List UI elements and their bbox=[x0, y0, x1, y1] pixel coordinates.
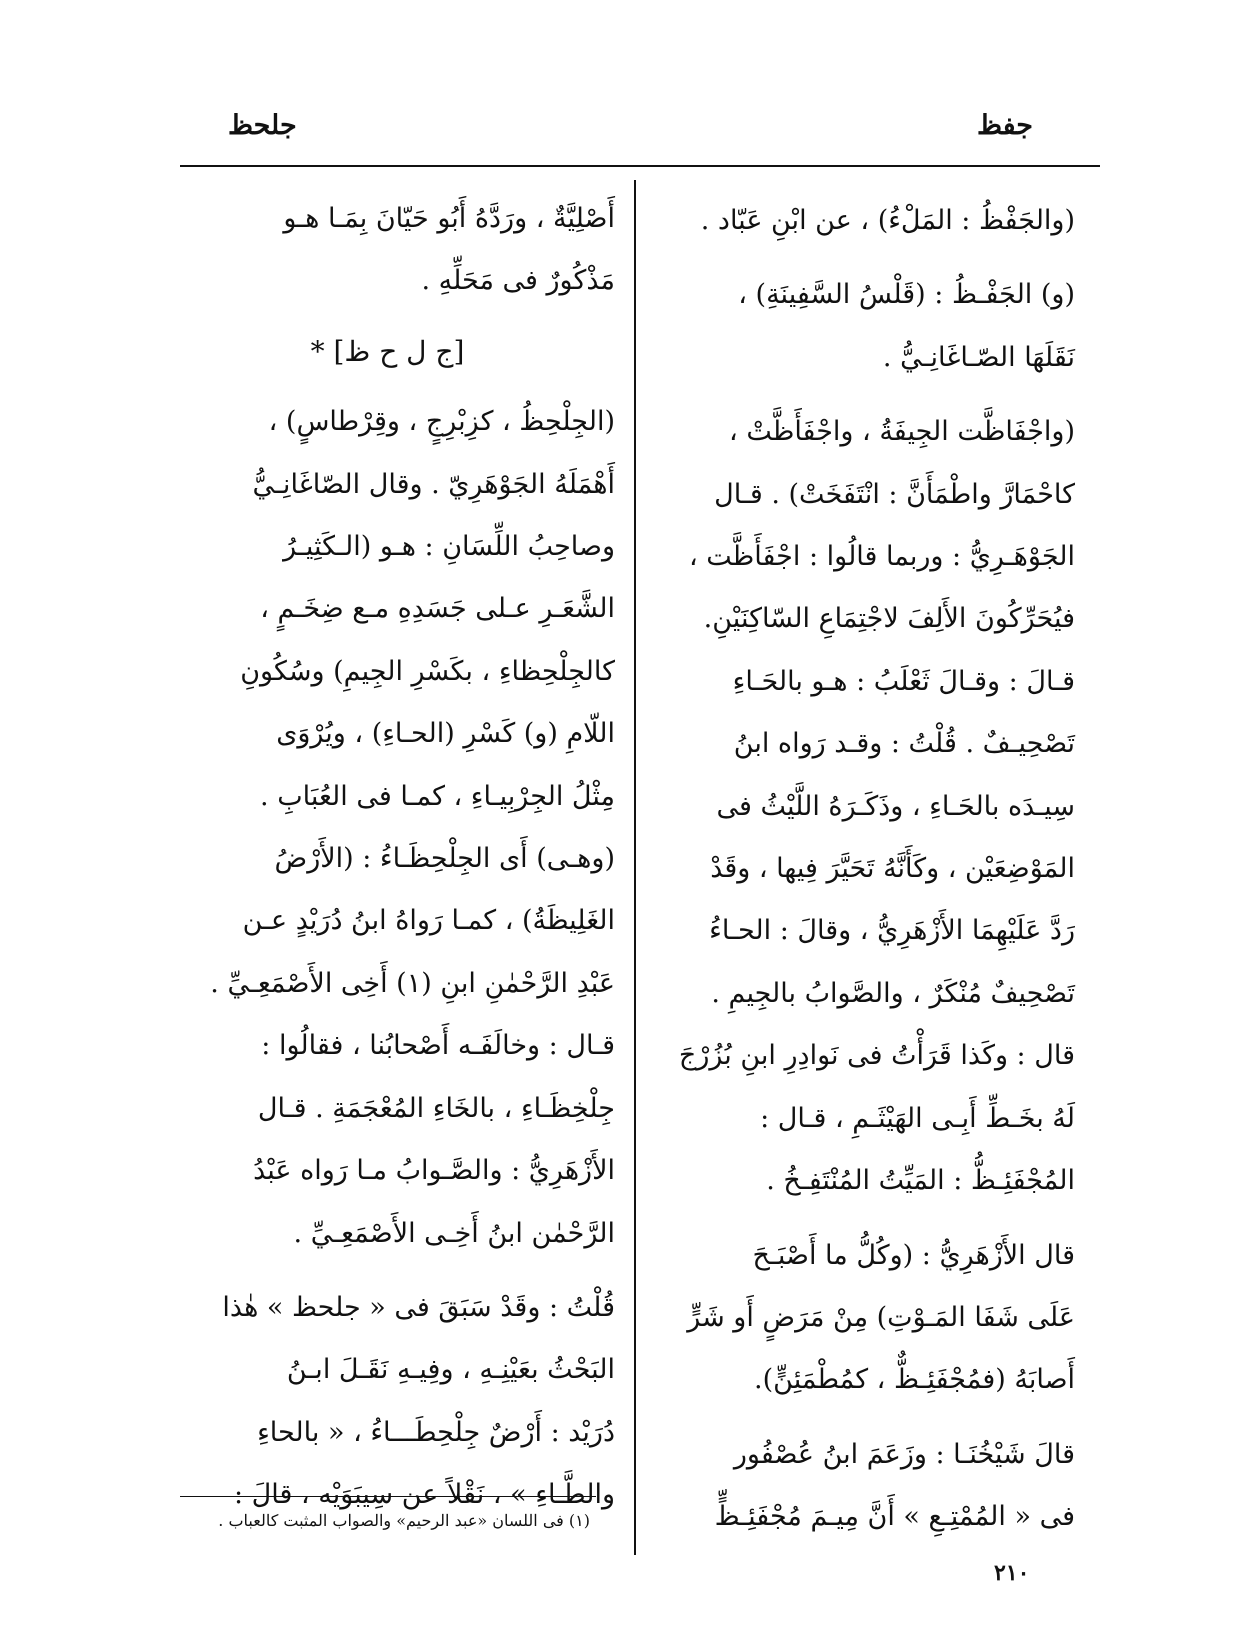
text-line: قـالَ : وقـالَ ثَعْلَبُ : هـو بالحَـاءِ bbox=[732, 665, 1075, 697]
text-line: أَصابَهُ (فمُجْفَئِـظٌّ ، كمُطْمَئِنٍّ). bbox=[754, 1364, 1075, 1396]
text-line: وصاحِبُ اللِّسَانِ : هـو (الـكَثِيـرُ bbox=[283, 531, 615, 563]
right-column bbox=[650, 190, 1075, 1549]
text-line: الجَوْهَـرِيُّ : وربما قالُوا : اجْفَأَظَّت ، bbox=[688, 541, 1075, 573]
section-heading: [ج ل ح ظ] * bbox=[310, 334, 465, 368]
text-line: قـال : وخالَفَـه أَصْحابُنا ، فقالُوا : bbox=[261, 1030, 615, 1062]
text-line: جِلْخِظَـاءِ ، بالخَاءِ المُعْجَمَةِ . قـال bbox=[257, 1092, 615, 1124]
text-line: الغَلِيظَةُ) ، كمـا رَواهُ ابنُ دُرَيْدٍ عـن bbox=[242, 905, 615, 937]
text-line: (واجْفَاظَّت الجِيفَةُ ، واجْفَأَظَّتْ ، bbox=[729, 416, 1075, 448]
text-line: (والجَفْظُ : المَلْءُ) ، عن ابْنِ عَبّاد . bbox=[700, 205, 1075, 236]
text-line: اللّامِ (و) كَسْرِ (الحـاءِ) ، ويُرْوَى bbox=[276, 718, 615, 750]
footnote-rule bbox=[180, 1496, 596, 1497]
text-line: الأَزْهَرِيُّ : والصَّـوابُ مـا رَواه عَبْدُ bbox=[253, 1155, 615, 1187]
text-line: الشَّعَـرِ عـلى جَسَدِهِ مـع ضِخَـمٍ ، bbox=[260, 593, 615, 625]
text-line: قال الأَزْهَرِيُّ : (وكُلُّ ما أَصْبَـحَ bbox=[752, 1239, 1075, 1271]
text-line: مِثْلُ الجِرْبِيـاءِ ، كمـا فى العُبَابِ . bbox=[260, 780, 615, 812]
text-line: (وهـى) أَى الجِلْحِظَـاءُ : (الأَرْضُ bbox=[274, 843, 615, 875]
text-line: أَصْلِيَّةٌ ، ورَدَّهُ أَبُو حَيّانَ بِمَـا هـو bbox=[283, 203, 615, 234]
text-line: المُجْفَئِـظُّ : المَيِّتُ المُنْتَفِـخُ . bbox=[766, 1165, 1075, 1197]
text-line: المَوْضِعَيْن ، وكَأَنَّهُ تَحَيَّرَ فِيها ، وقَدْ bbox=[710, 853, 1075, 885]
text-line: قالَ شَيْخُنَـا : وزَعَمَ ابنُ عُصْفُور bbox=[733, 1438, 1075, 1470]
text-line: أَهْمَلَهُ الجَوْهَرِيّ . وقال الصّاغَانِـيُّ bbox=[252, 468, 615, 500]
text-line: عَبْدِ الرَّحْمٰنِ ابنِ (١) أَخِى الأَصْمَعِـيِّ . bbox=[210, 967, 615, 999]
text-line: (الجِلْحِظُ ، كزِبْرِجٍ ، وقِرْطاسٍ) ، bbox=[268, 406, 615, 438]
text-line: مَذْكُورٌ فى مَحَلِّهِ . bbox=[421, 265, 615, 297]
text-line: قال : وكَذا قَرَأْتُ فى نَوادِرِ ابنِ بُزُرْجَ bbox=[678, 1040, 1075, 1072]
text-line: الرَّحْمٰن ابنُ أَخِـى الأَصْمَعِـيِّ . bbox=[293, 1217, 615, 1249]
text-line: قُلْتُ : وقَدْ سَبَقَ فى « جلحظ » هٰذا bbox=[222, 1291, 615, 1323]
text-line: (و) الجَفْـظُ : (قَلْسُ السَّفِينَةِ) ، bbox=[738, 279, 1075, 311]
column-divider bbox=[634, 180, 636, 1555]
text-line: تَصْحِيفٌ مُنْكَرٌ ، والصَّوابُ بالجِيمِ . bbox=[711, 977, 1075, 1009]
text-line: سِيـدَه بالحَـاءِ ، وذَكَـرَهُ اللَّيْثُ فى bbox=[716, 790, 1075, 822]
page-number: ٢١٠ bbox=[994, 1560, 1030, 1586]
text-line: لَهُ بخَـطِّ أَبِـى الهَيْثَـمِ ، قـال : bbox=[760, 1102, 1075, 1134]
text-line: البَحْثُ بعَيْنِـهِ ، وفِيـهِ نَقَـلَ ابـنُ bbox=[286, 1354, 615, 1386]
text-line: رَدَّ عَلَيْهِمَا الأَزْهَرِيُّ ، وقالَ : الحـاءُ bbox=[709, 915, 1075, 947]
footnote: (١) فى اللسان «عبد الرحيم» والصواب المثبت كالعباب . bbox=[218, 1511, 590, 1530]
text-line: كاحْمَارَّ واطْمَأَنَّ : انْتَفَخَتْ) . قـال bbox=[714, 478, 1075, 510]
text-line: كالجِلْحِظاءِ ، بكَسْرِ الجِيمِ) وسُكُونِ bbox=[240, 655, 615, 687]
text-line: والطَّـاءِ » ، نَقْلاً عن سِيبَوَيْه ، قالَ : bbox=[233, 1479, 615, 1511]
text-line: فى « المُمْتِـعِ » أَنَّ مِيـمَ مُجْفَئِـظٍّ bbox=[714, 1501, 1075, 1533]
text-line: عَلَى شَفَا المَـوْتِ) مِنْ مَرَضٍ أَو شَرٍّ bbox=[687, 1301, 1075, 1333]
text-line: فيُحَرِّكُونَ الأَلِفَ لاجْتِمَاعِ السّاكِنَيْنِ. bbox=[703, 603, 1075, 635]
text-line: نَقَلَهَا الصّـاغَانِـيُّ . bbox=[882, 341, 1075, 373]
text-line: دُرَيْد : أَرْضٌ جِلْحِطَـــاءُ ، « بالحاءِ bbox=[257, 1416, 615, 1448]
running-head-right: جفظ bbox=[977, 110, 1033, 141]
left-column bbox=[160, 188, 615, 1527]
header-rule bbox=[180, 165, 1100, 167]
text-line: تَصْحِيـفٌ . قُلْتُ : وقـد رَواه ابنُ bbox=[733, 728, 1075, 760]
running-head-left: جلحظ bbox=[228, 110, 297, 141]
